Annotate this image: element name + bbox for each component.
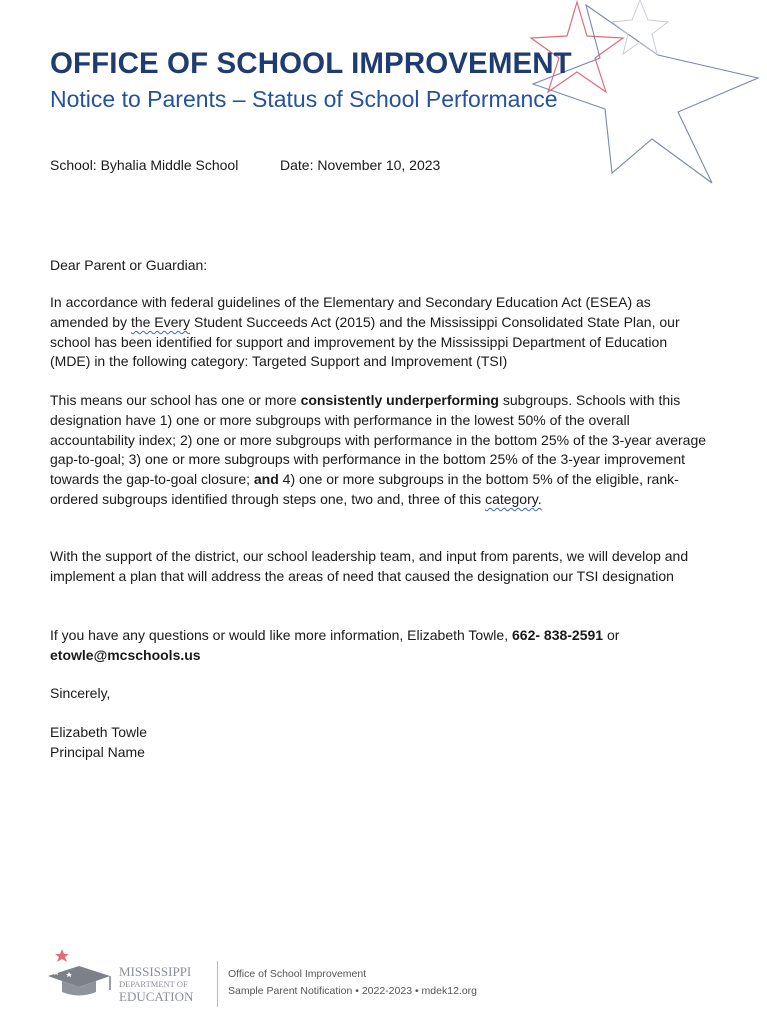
signer-title: Principal Name <box>50 744 145 760</box>
page-title: OFFICE OF SCHOOL IMPROVEMENT <box>50 47 572 80</box>
signer-name: Elizabeth Towle <box>50 724 148 740</box>
footer-divider <box>217 961 218 1007</box>
contact-phone: 662- 838-2591 <box>512 627 604 643</box>
designation-text-2: subgroups. Schools with this designation have 1) one or more subgroups with performance in the lowest 50% of the overall accountability index; 2) one or more subgroups with performance in the bottom 25% of the 3-year average gap-to-goal; 3) one or more subgroups with performance in the bottom 25% of the 3-year improvement towards the gap-to-goal closure; <box>50 392 707 488</box>
spellcheck-underline: the Every <box>130 313 191 330</box>
paragraph-esea <box>50 293 710 372</box>
blue-star-outline <box>533 5 758 183</box>
spellcheck-underline: category. <box>485 490 542 507</box>
paragraph-designation <box>50 391 710 510</box>
page-subtitle: Notice to Parents – Status of School Performance <box>50 86 558 112</box>
logo-line-mississippi: MISSISSIPPI <box>119 964 192 979</box>
designation-text-1: This means our school has one or more <box>50 392 301 408</box>
bold-consistently-underperforming: consistently underperforming <box>300 392 499 408</box>
logo-red-star <box>55 949 69 962</box>
small-star-outline <box>612 0 668 54</box>
footer-notification-info: Sample Parent Notification • 2022-2023 • mdek12.org <box>228 985 477 997</box>
paragraph-support-plan: With the support of the district, our school leadership team, and input from parents, we will develop and implement a plan that will address the areas of need that caused the designation our TSI designation <box>50 548 689 584</box>
paragraph-esea-text-end: Student Succeeds Act (2015) and the Mississippi Consolidated State Plan, our school has been identified for support and improvement by the Mississippi Department of Education (MDE) in the following category: Targeted Support and Improvement (TSI) <box>50 313 680 370</box>
designation-text-3: 4) one or more subgroups in the bottom 5% of the eligible, rank-ordered subgroups identified through steps one, two and, three of this <box>50 471 679 507</box>
date-field: Date: November 10, 2023 <box>280 157 441 173</box>
footer-office-name: Office of School Improvement <box>228 968 367 980</box>
logo-line-department: DEPARTMENT OF <box>119 979 188 989</box>
graduation-cap-icon <box>48 966 110 987</box>
paragraph-esea-text-start: In accordance with federal guidelines of the Elementary and Secondary Education Act (ESEA) as amended by <box>50 294 651 330</box>
contact-text-or: or <box>603 627 620 643</box>
mde-logo <box>46 946 216 1008</box>
bold-and: and <box>253 471 279 488</box>
contact-text: If you have any questions or would like more information, Elizabeth Towle, <box>50 627 512 643</box>
paragraph-contact <box>50 626 710 666</box>
salutation: Dear Parent or Guardian: <box>50 257 208 273</box>
decorative-stars <box>0 0 767 260</box>
school-field: School: Byhalia Middle School <box>50 157 239 173</box>
closing: Sincerely, <box>50 685 111 701</box>
logo-line-education: EDUCATION <box>119 989 194 1004</box>
contact-email: etowle@mcschools.us <box>50 646 201 663</box>
